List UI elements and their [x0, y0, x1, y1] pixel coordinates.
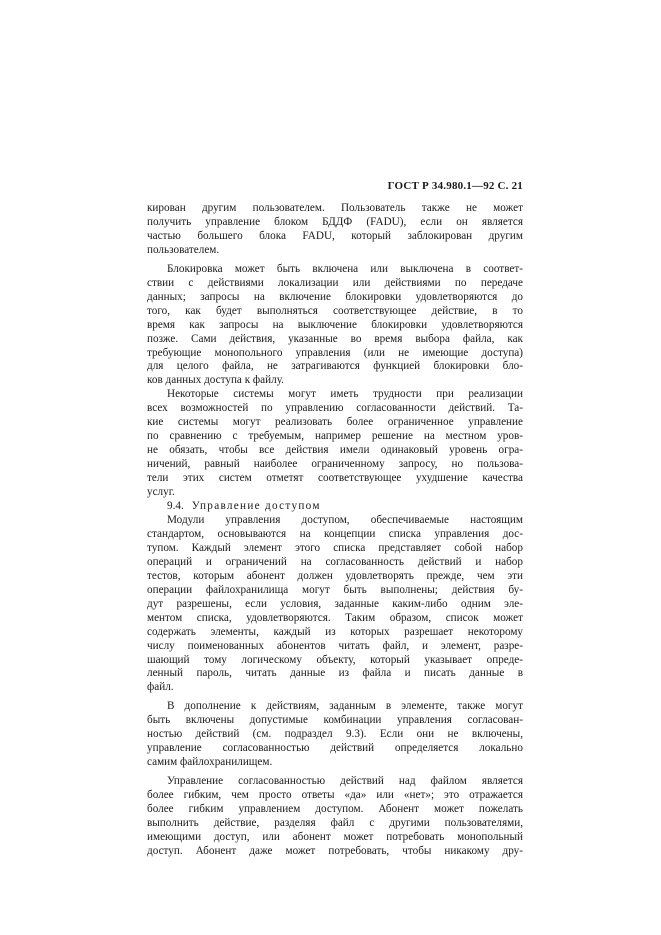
text-line: содержать элементы, каждый из которых разрешает некоторому — [147, 625, 523, 638]
text-line: более гибким, чем просто ответы «да» или «нет»; это отражается — [147, 789, 523, 802]
text-line: числу поименованных абонентов читать файл, и элемент, разре- — [147, 639, 523, 652]
text-line: стандартом, основываются на концепции списка управления дос- — [147, 527, 523, 540]
text-line: самим файлохранилищем. — [147, 756, 273, 769]
text-line: Модули управления доступом, обеспечиваемые настоящим — [167, 513, 523, 526]
paragraph — [147, 700, 523, 770]
text-line: В дополнение к действиям, заданным в элементе, также могут — [167, 700, 523, 713]
text-line: Блокировка может быть включена или выключена в соответ- — [167, 262, 523, 275]
text-line: время как запросы на выключение блокировки удовлетворяются — [147, 318, 523, 331]
text-line: файл. — [147, 681, 174, 694]
text-line: услуг. — [147, 486, 175, 499]
text-line: кие системы могут реализовать более ограниченное управление — [147, 416, 523, 429]
text-line: тупом. Каждый элемент этого списка представляет собой набор — [147, 541, 523, 554]
text-line: Некоторые системы могут иметь трудности при реализации — [167, 388, 523, 401]
text-line: операции файлохранилища могут быть выполнены; действия бу- — [147, 583, 523, 596]
section-number: 9.4. — [167, 500, 184, 513]
text-line: частью большего блока FADU, который заблокирован другим — [147, 229, 523, 242]
text-line: тестов, которым абонент должен удовлетворять прежде, чем эти — [147, 569, 523, 582]
text-line: доступ. Абонент даже может потребовать, чтобы никакому дру- — [147, 844, 523, 857]
text-line: позже. Сами действия, указанные во время выбора файла, как — [147, 332, 523, 345]
text-line: более гибким управлением доступом. Абонент может пожелать — [147, 803, 523, 816]
text-line: кирован другим пользователем. Пользователь также не может — [147, 202, 523, 214]
text-line: для целого файла, не затрагиваются функцией блокировки бло- — [147, 360, 523, 373]
paragraph — [147, 514, 523, 695]
text-line: имеющими доступ, или абонент может потребовать монопольный — [147, 830, 523, 843]
section-heading — [147, 500, 523, 514]
text-line: ков данных доступа к файлу. — [147, 374, 284, 387]
text-line: быть включены допустимые комбинации управления согласован- — [147, 714, 523, 727]
paragraph — [147, 388, 523, 500]
document-body — [147, 202, 523, 859]
paragraph — [147, 775, 523, 859]
text-line: шающий тому логическому объекту, который указывает опреде- — [147, 653, 523, 666]
text-line: пользователем. — [147, 243, 220, 256]
text-line: ствии с действиями локализации или действиями по передаче — [147, 276, 523, 289]
text-line: ленный пароль, читать данные из файла и писать данные в — [147, 667, 523, 680]
text-line: ментом списка, удовлетворяются. Таким образом, список может — [147, 611, 523, 624]
text-line: ностью действий (см. подраздел 9.3). Если они не включены, — [147, 728, 523, 741]
text-line: дут разрешены, если условия, заданные каким-либо одним эле- — [147, 597, 523, 610]
text-line: операций и ограничений на согласованность действий и набор — [147, 555, 523, 568]
text-line: ничений, равный наиболее ограниченному запросу, но пользова- — [147, 458, 523, 471]
text-line: получить управление блоком БДДФ (FADU), если он является — [147, 215, 523, 228]
paragraph — [147, 263, 523, 389]
page-header: ГОСТ Р 34.980.1—92 С. 21 — [387, 180, 523, 192]
section-title: Управление доступом — [191, 500, 321, 513]
text-line: данных; запросы на включение блокировки удовлетворяются до — [147, 290, 523, 303]
text-line: выполнить действие, разделяя файл с другими пользователями, — [147, 816, 523, 829]
text-line: тели этих систем отметят соответствующее ухудшение качества — [147, 472, 523, 485]
text-line: всех возможностей по управлению согласованности действий. Та- — [147, 402, 523, 415]
paragraph — [147, 202, 523, 258]
text-line: не обязать, чтобы все действия имели одинаковый уровень огра- — [147, 444, 523, 457]
text-line: требующие монопольного управления (или не имеющие доступа) — [147, 346, 523, 359]
text-line: того, как будет выполняться соответствующее действие, в то — [147, 304, 523, 317]
text-line: управление согласованностью действий определяется локально — [147, 742, 523, 755]
text-line: по сравнению с требуемым, например решение на местном уров- — [147, 430, 523, 443]
text-line: Управление согласованностью действий над файлом является — [167, 775, 523, 788]
